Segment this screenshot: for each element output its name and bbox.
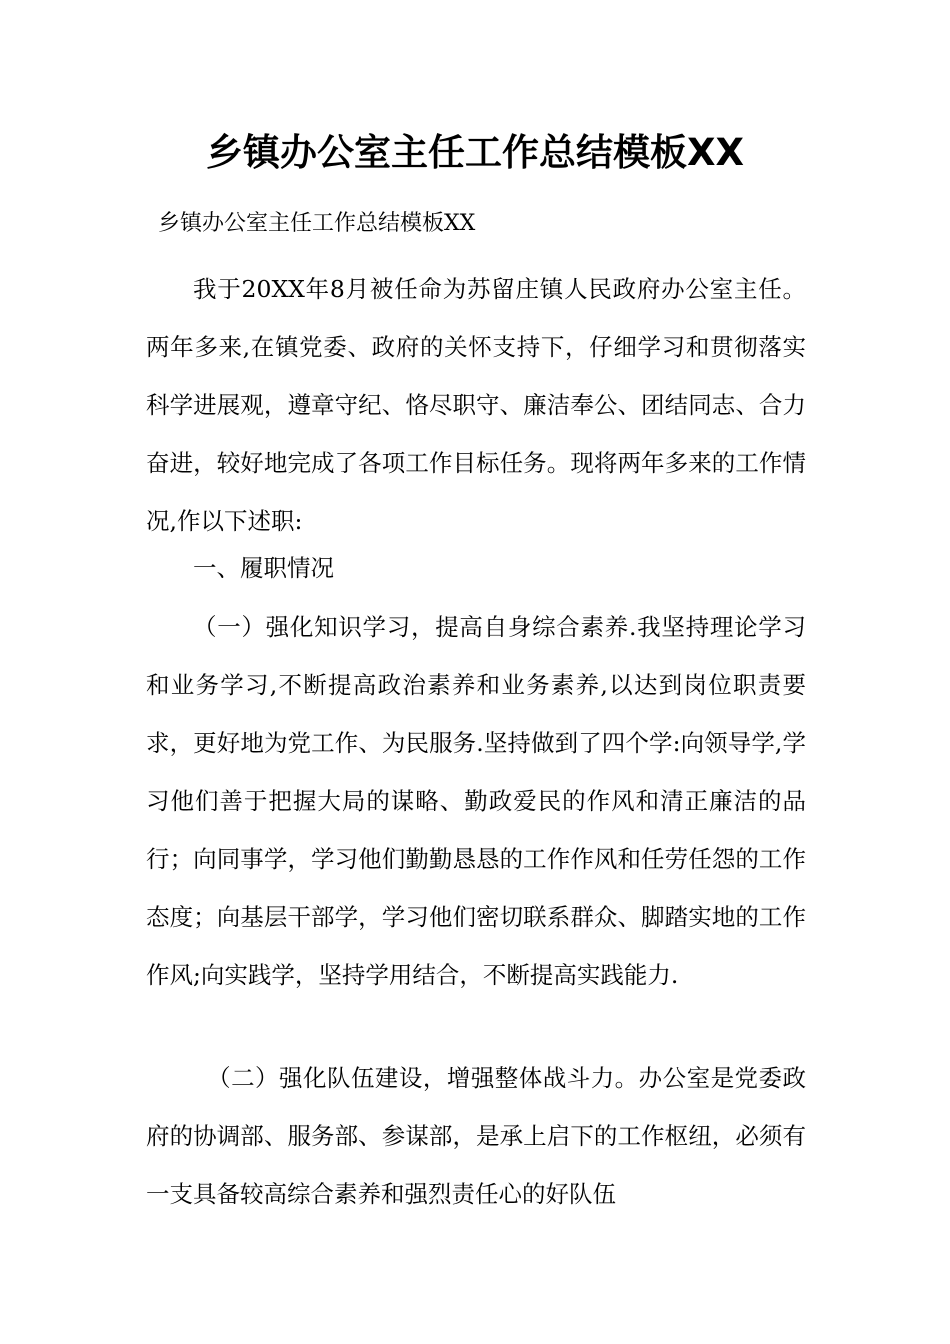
paragraph-study: （一）强化知识学习，提高自身综合素养.我坚持理论学习和业务学习,不断提高政治素养和业务素养,以达到岗位职责要求，更好地为党工作、为民服务.坚持做到了四个学:向领导学,学习他们善于把握大局的谋略、勤政爱民的作风和清正廉洁的品行；向同事学，学习他们勤勤恳恳的工作作风和任劳任怨的工作态度；向基层干部学，学习他们密切联系群众、脚踏实地的工作作风;向实践学，坚持学用结合，不断提高实践能力. — [146, 613, 806, 989]
paragraph-intro: 我于20XX年8月被任命为苏留庄镇人民政府办公室主任。两年多来,在镇党委、政府的关怀支持下，仔细学习和贯彻落实科学进展观，遵章守纪、恪尽职守、廉洁奉公、团结同志、合力奋进，较好地完成了各项工作目标任务。现将两年多来的工作情况,作以下述职: — [146, 275, 806, 535]
document-subtitle: 乡镇办公室主任工作总结模板XX — [158, 211, 476, 236]
section-heading: 一、履职情况 — [193, 554, 334, 582]
document-title: 乡镇办公室主任工作总结模板XX — [205, 131, 745, 174]
paragraph-team: （二）强化队伍建设，增强整体战斗力。办公室是党委政府的协调部、服务部、参谋部，是承上启下的工作枢纽，必须有一支具备较高综合素养和强烈责任心的好队伍 — [146, 1064, 806, 1208]
